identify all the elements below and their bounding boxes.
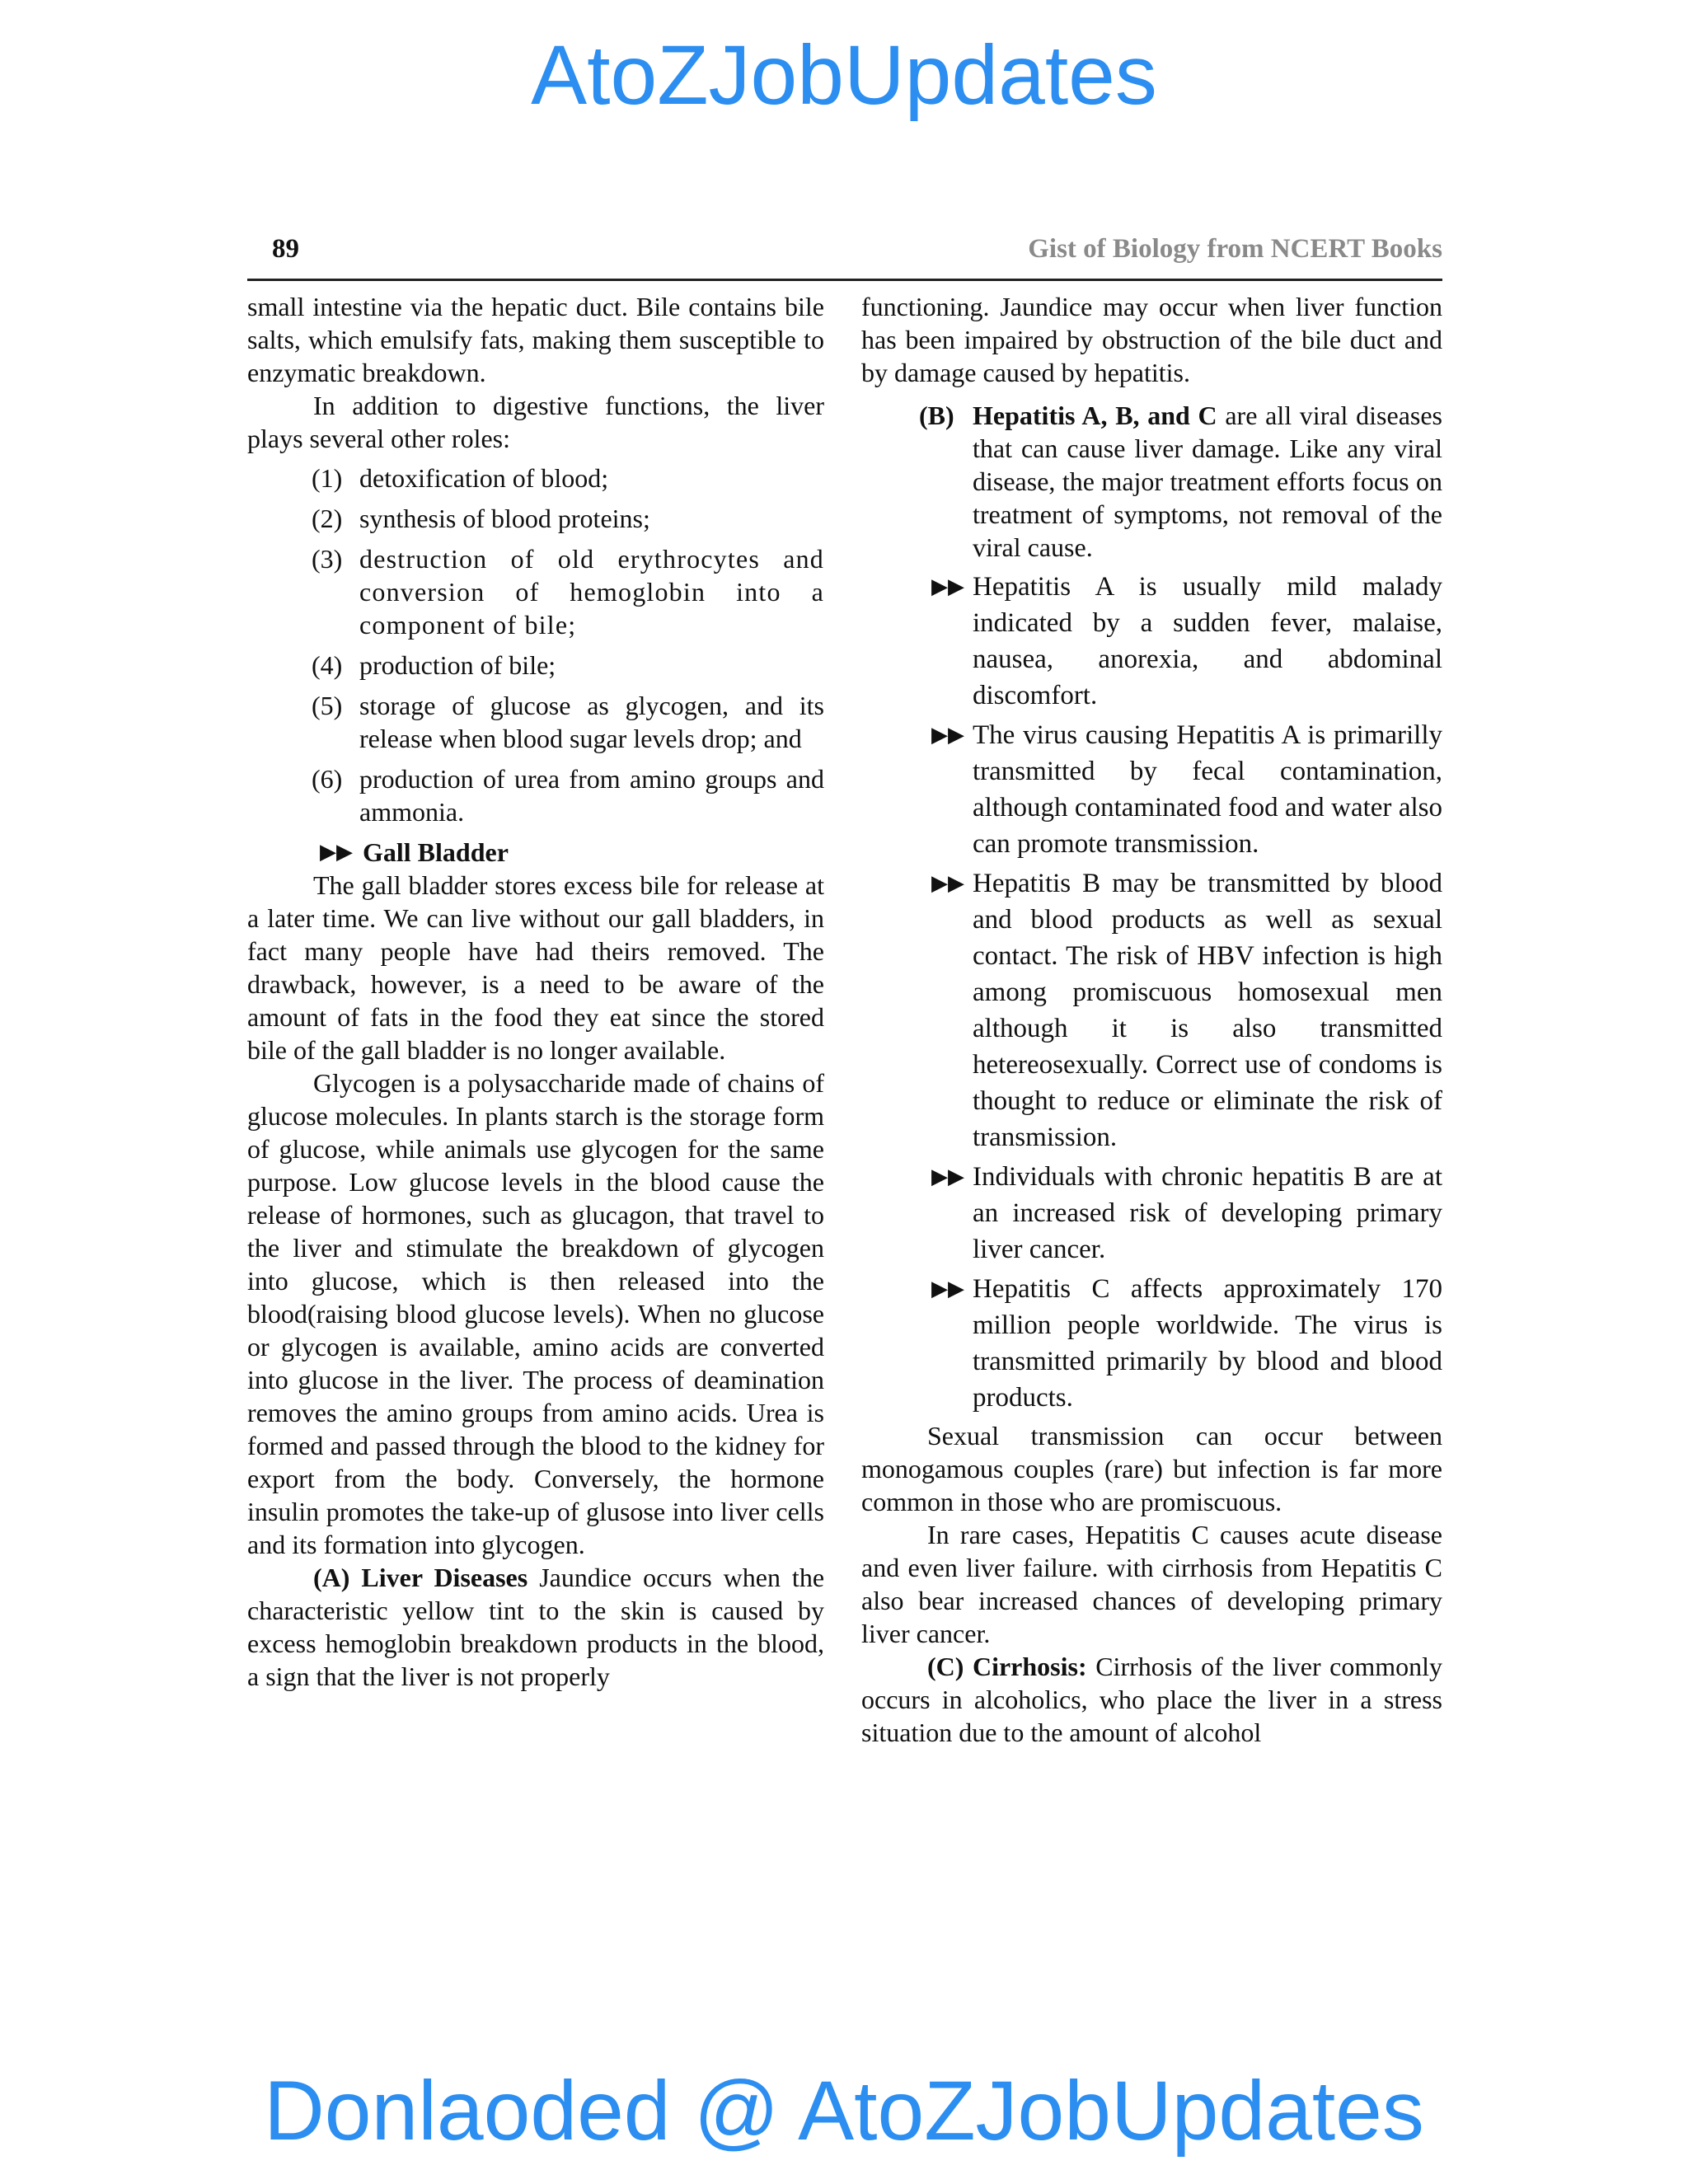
double-arrow-icon: ▶▶: [931, 871, 964, 895]
gall-bladder-heading: [247, 836, 824, 869]
section-label: (B): [919, 401, 954, 430]
list-number: (2): [312, 504, 343, 533]
hepatitis-bullets: [861, 569, 1442, 1416]
bile-paragraph: small intestine via the hepatic duct. Bile contains bile salts, which emulsify fats, making them susceptible to enzymatic breakdown.: [247, 292, 824, 387]
cirrhosis-paragraph: [861, 1650, 1442, 1749]
double-arrow-icon: ▶▶: [320, 840, 353, 864]
list-text: production of urea from amino groups and ammonia.: [359, 764, 824, 827]
sexual-transmission-paragraph: Sexual transmission can occur between monogamous couples (rare) but infection is far more common in those who are promiscuous.: [861, 1421, 1442, 1516]
hepatitis-section: [861, 399, 1442, 564]
list-item: [861, 717, 1442, 862]
section-text: Jaundice occurs when the characteristic yellow tint to the skin is caused by excess hemoglobin breakdown products in the blood, a sign that the liver is not properly: [247, 1563, 825, 1691]
book-title: Gist of Biology from NCERT Books: [1028, 234, 1442, 264]
right-column: [861, 290, 1442, 1749]
hepatitis-c-paragraph: In rare cases, Hepatitis C causes acute disease and even liver failure. with cirrhosis from Hepatitis C also bear increased chances of developing primary liver cancer.: [861, 1520, 1442, 1648]
liver-roles-list: [247, 462, 824, 828]
list-item: [861, 1271, 1442, 1416]
list-item: [312, 462, 824, 494]
section-label: (A) Liver Diseases: [313, 1563, 528, 1592]
list-item: [861, 1159, 1442, 1268]
list-item: [312, 542, 824, 641]
section-label: (C) Cirrhosis:: [927, 1652, 1087, 1681]
liver-diseases-paragraph: [247, 1561, 824, 1693]
list-text: synthesis of blood proteins;: [359, 504, 650, 533]
liver-roles-intro: In addition to digestive functions, the liver plays several other roles:: [247, 391, 824, 453]
list-text: production of bile;: [359, 650, 556, 680]
list-item: [312, 502, 824, 535]
list-item: [861, 865, 1442, 1155]
list-number: (1): [312, 463, 343, 493]
list-number: (3): [312, 544, 343, 574]
gall-bladder-paragraph: The gall bladder stores excess bile for release at a later time. We can live without our gall bladders, in fact many people have had theirs removed. The drawback, however, is a need to be aware of the amount of fats in the food they eat since the stored bile of the gall bladder is no longer available.: [247, 870, 824, 1065]
list-text: Individuals with chronic hepatitis B are at an increased risk of developing primary liver cancer.: [973, 1162, 1442, 1264]
list-number: (4): [312, 650, 343, 680]
hepatitis-heading: Hepatitis A, B, and C: [973, 401, 1217, 430]
list-item: [312, 762, 824, 828]
watermark-bottom: Donlaoded @ AtoZJobUpdates: [264, 2064, 1424, 2158]
watermark-top: AtoZJobUpdates: [531, 28, 1157, 122]
double-arrow-icon: ▶▶: [931, 574, 964, 598]
list-number: (5): [312, 691, 343, 720]
section-text: are all viral diseases that can cause liver damage. Like any viral disease, the major treatment efforts focus on treatment of symptoms, not removal of the viral cause.: [973, 401, 1442, 562]
page-number: 89: [272, 234, 299, 264]
list-text: Hepatitis B may be transmitted by blood and blood products as well as sexual contact. The risk of HBV infection is high among promiscuous homosexual men although it is also transmitted hetereosexually. Correct use of condoms is thought to reduce or eliminate the risk of transmission.: [973, 869, 1442, 1152]
list-item: [312, 649, 824, 682]
page-header: [247, 231, 1442, 281]
double-arrow-icon: ▶▶: [931, 1165, 964, 1188]
left-column: [247, 290, 824, 1693]
list-number: (6): [312, 764, 343, 794]
list-text: destruction of old erythrocytes and conversion of hemoglobin into a component of bile;: [359, 544, 824, 640]
list-text: detoxification of blood;: [359, 463, 609, 493]
double-arrow-icon: ▶▶: [931, 1277, 964, 1301]
list-text: Hepatitis C affects approximately 170 million people worldwide. The virus is transmitted primarily by blood and blood products.: [973, 1274, 1442, 1413]
list-item: [861, 569, 1442, 714]
section-text: Cirrhosis of the liver commonly occurs in alcoholics, who place the liver in a stress situation due to the amount of alcohol: [861, 1652, 1443, 1747]
list-item: [312, 689, 824, 755]
double-arrow-icon: ▶▶: [931, 723, 964, 747]
list-text: storage of glucose as glycogen, and its release when blood sugar levels drop; and: [359, 691, 824, 753]
jaundice-paragraph: functioning. Jaundice may occur when liver function has been impaired by obstruction of the bile duct and by damage caused by hepatitis.: [861, 292, 1442, 387]
list-text: The virus causing Hepatitis A is primarilly transmitted by fecal contamination, although contaminated food and water also can promote transmission.: [973, 720, 1442, 859]
list-text: Hepatitis A is usually mild malady indicated by a sudden fever, malaise, nausea, anorexia, and abdominal discomfort.: [973, 572, 1442, 710]
glycogen-paragraph: Glycogen is a polysaccharide made of chains of glucose molecules. In plants starch is the storage form of glucose, while animals use glycogen for the same purpose. Low glucose levels in the blood cause the release of hormones, such as glucagon, that travel to the liver and stimulate the breakdown of glycogen into glucose, which is then released into the blood(raising blood glucose levels). When no glucose or glycogen is available, amino acids are converted into glucose in the liver. The process of deamination removes the amino groups from amino acids. Urea is formed and passed through the blood to the kidney for export from the body. Conversely, the hormone insulin promotes the take-up of glusose into liver cells and its formation into glycogen.: [247, 1068, 824, 1559]
heading-text: Gall Bladder: [363, 837, 509, 867]
